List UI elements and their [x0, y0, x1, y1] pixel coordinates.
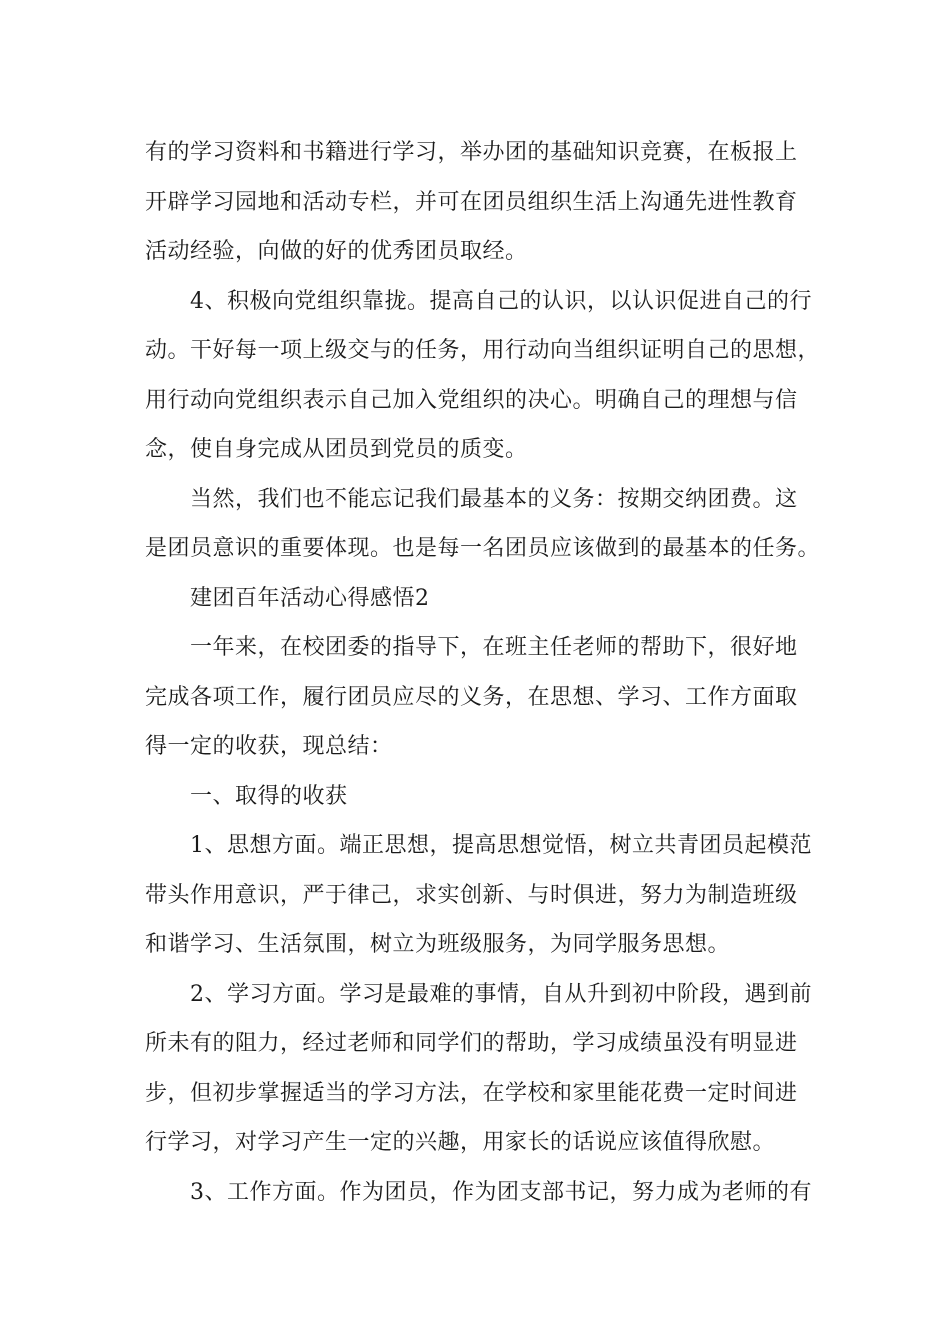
- paragraph: [145, 623, 810, 772]
- paragraph: [145, 277, 821, 475]
- text-line: 行学习，对学习产生一定的兴趣，用家长的话说应该值得欣慰。: [145, 1130, 776, 1155]
- text-line: 用行动向党组织表示自己加入党组织的决心。明确自己的理想与信: [145, 387, 798, 413]
- text-line: 1、思想方面。端正思想，提高思想觉悟，树立共青团员起模范: [190, 833, 812, 858]
- paragraph: [145, 821, 810, 970]
- paragraph: [145, 970, 810, 1168]
- text-line: 建团百年活动心得感悟2: [190, 585, 430, 611]
- document-body: [145, 128, 821, 1217]
- text-line: 2、学习方面。学习是最难的事情，自从升到初中阶段，遇到前: [190, 981, 812, 1007]
- text-line: 步，但初步掌握适当的学习方法，在学校和家里能花费一定时间进: [145, 1080, 798, 1106]
- text-line: 和谐学习、生活氛围，树立为班级服务，为同学服务思想。: [145, 932, 731, 957]
- text-line: 所未有的阻力，经过老师和同学们的帮助，学习成绩虽没有明显进: [145, 1031, 798, 1056]
- text-line: 动。干好每一项上级交与的任务，用行动向当组织证明自己的思想，: [145, 338, 821, 363]
- text-line: 一年来，在校团委的指导下，在班主任老师的帮助下，很好地: [190, 635, 798, 660]
- text-line: 3、工作方面。作为团员，作为团支部书记，努力成为老师的有: [190, 1179, 812, 1205]
- text-line: 一、取得的收获: [190, 783, 348, 809]
- text-line: 得一定的收获，现总结：: [145, 734, 393, 759]
- section-heading: [145, 574, 810, 624]
- text-line: 带头作用意识，严于律己，求实创新、与时俱进，努力为制造班级: [145, 882, 798, 908]
- text-line: 4、积极向党组织靠拢。提高自己的认识，以认识促进自己的行: [190, 288, 812, 314]
- text-line: 念，使自身完成从团员到党员的质变。: [145, 437, 528, 462]
- section-heading: [145, 772, 810, 822]
- text-line: 当然，我们也不能忘记我们最基本的义务：按期交纳团费。这: [190, 486, 798, 512]
- paragraph: [145, 475, 821, 574]
- text-line: 是团员意识的重要体现。也是每一名团员应该做到的最基本的任务。: [145, 536, 821, 561]
- text-line: 活动经验，向做的好的优秀团员取经。: [145, 239, 528, 264]
- text-line: 开辟学习园地和活动专栏，并可在团员组织生活上沟通先进性教育: [145, 189, 798, 215]
- paragraph: [145, 128, 810, 277]
- paragraph: [145, 1168, 810, 1218]
- text-line: 有的学习资料和书籍进行学习，举办团的基础知识竞赛，在板报上: [145, 140, 798, 165]
- text-line: 完成各项工作，履行团员应尽的义务，在思想、学习、工作方面取: [145, 684, 798, 710]
